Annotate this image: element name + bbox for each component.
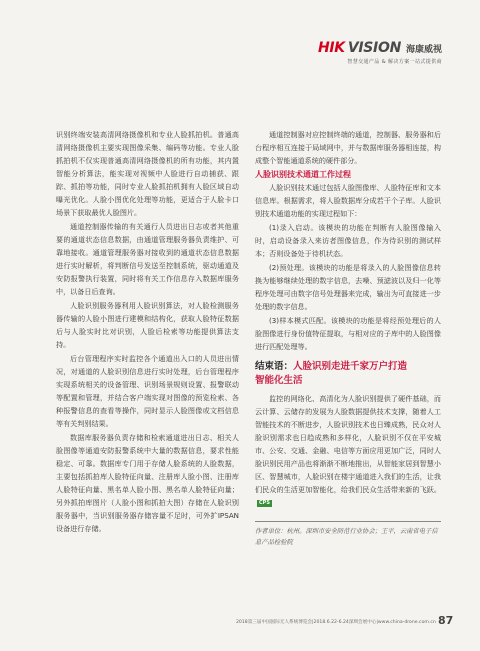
conclusion-heading [255,360,441,388]
hikvision-logo [292,40,442,65]
left-paragraph-2: 通道控制器传输的有关通行人员进出日志或者其他重要的通道状态信息数据，由通道管理服务器负责维护、可靠地接收。通道管理服务器对接收到的通道状态信息数据进行实时解析，将判断信号发送至控制系统，驱动通道及安防报警执行装置，同时将有关工作信息存入数据库服务中，以备日后查询。 [56,222,239,296]
logo-brand-grey: VISION [347,40,401,56]
conclusion-paragraph [255,392,441,509]
page-footer: 2018第三届中国国际无人系统博览会|2018.6.22-6.24深圳会展中心|www.china-drone.com.cn [236,620,436,625]
logo-wordmark [292,40,442,56]
logo-brand-chinese: 海康威视 [405,45,442,55]
author-divider [255,521,441,522]
left-paragraph-4: 后台管理程序实时监控各个通道出入口的人员进出情况，对通道的人脸识别信息进行实时处理，后台管理程序实现系统相关的设备管理、识别场景规则设置、报警联动等配置和管理，并结合客户端实现对图像的预览检索、各种报警信息的查看等操作，同时显示人脸图像或文档信息等有关判别结果。 [56,354,239,428]
logo-tagline: 智慧交通产品 & 解决方案一站式提供商 [347,59,442,65]
right-column [255,128,441,548]
section-heading: 人脸识别技术通道工作过程 [255,170,351,179]
conclusion-headline-line2: 智能化生活 [255,375,303,386]
cps-badge-icon: CPS [259,499,270,506]
section-paragraph-1: 人脸识别技术通过包括人脸图像库、人脸特征库和文本信息库。根据需求，将人脸数据库分成若干个子库。人脸识别技术通道功能的实现过程如下： [255,183,441,218]
left-paragraph-1: 识别终端安装高清网络摄像机和专业人脸抓拍机。普通高清网络摄像机主要实现图像采集、编码等功能。专业人脸抓拍机不仅实现普通高清网络摄像机的所有功能，其内置智能分析算法，能实现对视频中人脸进行自动捕获、跟踪、抓拍等功能，同时专业人脸抓拍机拥有人脸区域自动曝光优化。人脸小图优化处理等功能，更适合于人脸卡口场景下获取最优人脸图片。 [56,130,239,217]
left-paragraph-3: 人脸识别服务器利用人脸识别算法，对人脸检测服务器传输的人脸小图进行建模和结构化，获取人脸特征数据后与人脸实时比对识别，人脸后检索等功能提供算法支持。 [56,301,239,349]
page-number: 87 [438,614,454,627]
left-paragraph-5: 数据库服务器负责存储和检索通道进出日志、相关人脸图像等通道安防报警系统中大量的数据信息，要求性能稳定、可靠。数据库专门用于存储人脸系统的人脸数据，主要包括抓拍库人脸特征向量、注册库人脸小图、注册库人脸特征向量、黑名单人脸小图、黑名单人脸特征向量；另外抓拍库图片（人脸小图和抓拍大图）存储在人脸识别服务器中，当识别服务器存储容量不足时，可外扩IPSAN设备进行存储。 [56,433,239,533]
section-paragraph-4: (3)样本模式匹配。该模块的功能是将经预处理后的人脸图像进行身份值特征提取，与相对应的子库中的人脸图像进行匹配处理等。 [255,316,441,351]
left-column [56,128,239,536]
conclusion-headline-em: 人脸识别走进千家万户打造 [293,361,408,372]
right-intro-paragraph: 通道控制器对应控制终端的通道，控制器、服务器和后台程序相互连接于局域网中，并与数据库服务器相连接，构成整个智能通道系统的硬件部分。 [255,130,441,165]
logo-brand-red: HIK [317,40,345,56]
section-paragraph-3: (2)预处理。该模块的功能是将录入的人脸图像信息转换为能够继续处理的数字信息，去噪、预滤波以及归一化等程序处理可由数字信号处理器来完成，输出为可直接进一步处理的数字信息。 [255,263,441,311]
section-paragraph-2: (1)录入启动。该模块的功能在判断有人脸图像输入时，启动设备录入来访者图像信息，作为待识别的测试样本；否则设备处于待机状态。 [255,223,441,258]
conclusion-text: 监控的网络化、高清化为人脸识别提供了硬件基础，而云计算、云储存的发展为人脸数据提供技术支撑，随着人工智能技术的不断进步，人脸识别技术也日臻成熟，民众对人脸识别需求也日趋成熟和多样化，人脸识别不仅在平安城市、公安、交通、金融、电信等方面应用更加广泛，同时人脸识别民用产品也将渐渐不断地推出，从智能家居到智慧小区、智慧城市，人脸识别在楼宇通道进入我们的生活，让我们民众的生活更加智能化，给我们民众生活带来新的飞跃。 [255,394,441,494]
conclusion-label: 结束语： [255,361,294,372]
author-note: 作者单位：杭州。深圳市安全防范行业协会；王平，云南省电子信息产品检验院 [255,528,438,546]
